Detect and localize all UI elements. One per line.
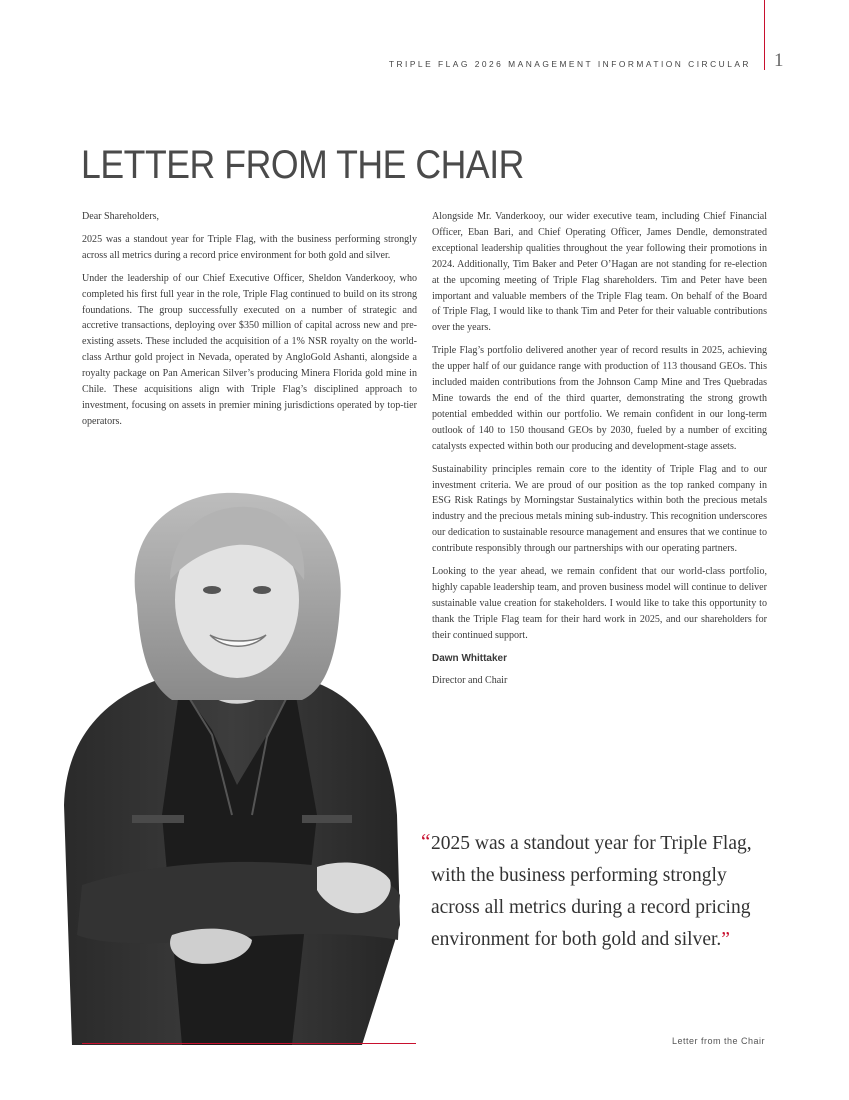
letter-paragraph: Triple Flag’s portfolio delivered another year of record results in 2025, achieving the upper half of our guidance range with production of 113 thousand GEOs. This included maiden contributions from the Johnson Camp Mine and Tres Quebradas Mine towards the end of the third quarter, demonstrating the strong growth potential embedded within our portfolio. We remain confident in our long-term outlook of 140 to 150 thousand GEOs by 2030, fueled by a number of exciting catalysts expected within both our producing and development-stage assets. [432,345,767,452]
letter-paragraph: Alongside Mr. Vanderkooy, our wider executive team, including Chief Financial Officer, Eban Bari, and Chief Operating Officer, James Dendle, demonstrated exceptional leadership qualities throughout the year following their promotions in 2024. Additionally, Tim Baker and Peter O’Hagan are not standing for re-election at the upcoming meeting of Triple Flag shareholders. Tim and Peter have been important and valuable members of the Triple Flag team. On behalf of the Board of Triple Flag, I would like to thank Tim and Peter for their valuable contributions over the years. [432,211,767,334]
chair-portrait-illustration [62,485,407,1045]
letter-left-column [82,209,417,437]
open-quote-mark: “ [421,829,431,853]
chair-portrait [62,485,407,1045]
letter-right-column [432,209,767,696]
pull-quote [422,828,772,956]
footer-rule [82,1043,416,1044]
letter-paragraph: 2025 was a standout year for Triple Flag, with the business performing strongly across all metrics during a record price environment for both gold and silver. [82,233,417,261]
salutation: Dear Shareholders, [82,211,159,222]
letter-paragraph: Looking to the year ahead, we remain confident that our world-class portfolio, highly capable leadership team, and proven business model will continue to deliver sustainable value creation for stakeholders. I would like to take this opportunity to thank the Triple Flag team for their hard work in 2025, and our shareholders for their continued support. [432,566,767,641]
letter-paragraph: Under the leadership of our Chief Executive Officer, Sheldon Vanderkooy, who completed his first full year in the role, Triple Flag continued to build on its strong foundations. The group successfully executed on a number of strategic and accretive transactions, deploying over $350 million of capital across new and pre-existing assets. These included the acquisition of a 1% NSR royalty on the world-class Arthur gold project in Nevada, operated by AngloGold Ashanti, alongside a royalty package on Pan American Silver’s producing Minera Florida gold mine in Chile. These acquisitions align with Triple Flag’s disciplined approach to investment, focusing on assets in premier mining jurisdictions operated by top-tier operators. [82,272,417,427]
pull-quote-body [422,828,772,956]
pull-quote-text: 2025 was a standout year for Triple Flag, with the business performing strongly across all metrics during a record pricing environment for both gold and silver. [431,833,752,950]
signature-name: Dawn Whittaker [432,652,508,664]
footer-section-label: Letter from the Chair [671,1036,765,1046]
page-title: LETTER FROM THE CHAIR [81,143,524,187]
page-number: 1 [774,50,784,71]
signature-title: Director and Chair [432,675,508,687]
letter-paragraph: Sustainability principles remain core to the identity of Triple Flag and to our investment criteria. We are proud of our position as the top ranked company in ESG Risk Ratings by Morningstar Sustainalytics within both the precious metals industry and the precious metals mining sub-industry. This recognition underscores our dedication to sustainable resource management and ensures that we continue to contribute responsibly through our partnerships with our operating partners. [432,463,767,555]
header-title: TRIPLE FLAG 2026 MANAGEMENT INFORMATION CIRCULAR [388,59,751,69]
header-accent-line [764,0,765,70]
close-quote-mark: ” [721,929,730,950]
